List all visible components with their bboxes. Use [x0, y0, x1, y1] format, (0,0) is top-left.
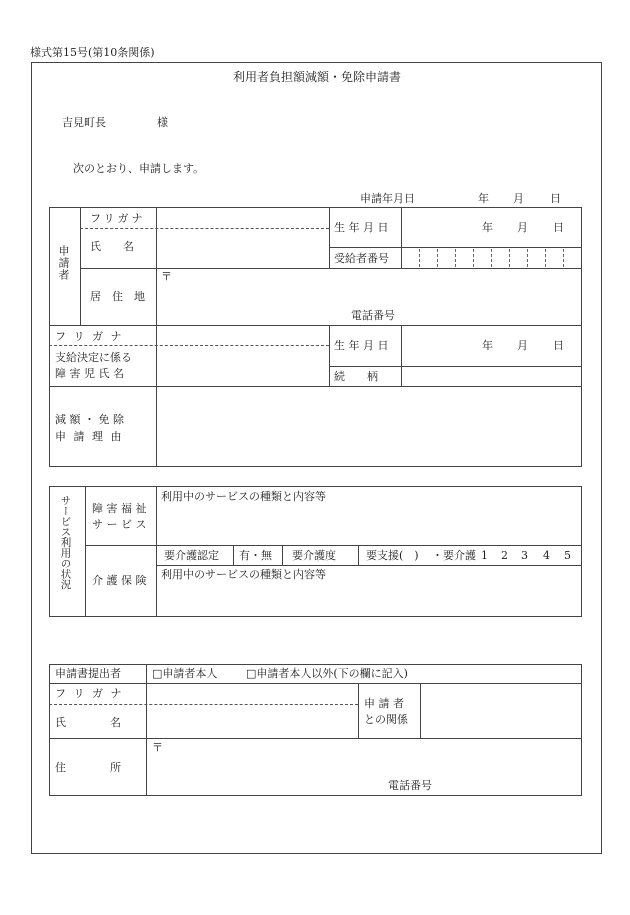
applicant-dob-day: 日	[553, 221, 564, 234]
form-number-label: 様式第15号(第10条関係)	[30, 46, 155, 59]
care-level-1: 1	[481, 549, 488, 562]
child-dob-year: 年	[482, 339, 493, 352]
application-date-day: 日	[550, 192, 561, 205]
submitter-furigana-label: フ リ ガ ナ	[55, 687, 124, 700]
submitter-name-label: 氏 名	[55, 716, 121, 729]
welfare-label-line1: 障 害 福 祉	[92, 502, 147, 515]
recipient-number-label: 受給者番号	[334, 252, 389, 265]
child-name-label-line2: 障 害 児 氏 名	[55, 367, 124, 380]
child-relation-label: 続 柄	[334, 370, 378, 383]
applicant-section-label: 申請者	[57, 245, 70, 281]
applicant-address-label: 居 住 地	[90, 290, 145, 303]
form-title: 利用者負担額減額・免除申請書	[233, 70, 402, 84]
care-need-label: ・要介護	[432, 549, 476, 562]
care-insurance-label: 介 護 保 険	[92, 574, 147, 587]
submitter-option-self[interactable]: □申請者本人	[152, 667, 218, 680]
honorific: 様	[157, 116, 168, 129]
care-service-desc: 利用中のサービスの種類と内容等	[161, 568, 326, 581]
submitter-relation-line2: との関係	[364, 713, 408, 726]
addressee: 吉見町長	[62, 116, 106, 129]
child-furigana-label: フ リ ガ ナ	[55, 330, 124, 343]
applicant-dob-label: 生 年 月 日	[334, 221, 389, 234]
care-level-2: 2	[501, 549, 508, 562]
welfare-label-line2: サ ー ビ ス	[92, 518, 147, 531]
applicant-phone-label: 電話番号	[351, 309, 395, 322]
submitter-label: 申請書提出者	[55, 667, 121, 680]
welfare-service-desc: 利用中のサービスの種類と内容等	[161, 490, 326, 503]
care-level-4: 4	[543, 549, 550, 562]
child-name-label-line1: 支給決定に係る	[55, 351, 132, 364]
care-cert-label: 要介護認定	[164, 549, 219, 562]
care-level-3: 3	[521, 549, 528, 562]
applicant-dob-year: 年	[482, 221, 493, 234]
services-section-label: サービス利用の状況	[59, 495, 72, 590]
submitter-postal-mark: 〒	[152, 741, 163, 754]
reason-label-line1: 減 額 ・ 免 除	[55, 413, 124, 426]
postal-mark: 〒	[161, 270, 172, 283]
applicant-furigana-label: フリガナ	[90, 212, 146, 225]
intro-text: 次のとおり、申請します。	[73, 162, 205, 175]
care-level-5: 5	[564, 549, 571, 562]
submitter-address-label: 住 所	[55, 761, 121, 774]
child-dob-day: 日	[553, 339, 564, 352]
care-support-label: 要支援( )	[366, 549, 419, 562]
care-cert-yesno: 有・無	[239, 549, 272, 562]
reason-label-line2: 申 請 理 由	[55, 430, 124, 443]
application-date-month: 月	[513, 192, 524, 205]
care-level-label: 要介護度	[292, 549, 336, 562]
child-dob-label: 生 年 月 日	[334, 339, 389, 352]
submitter-relation-line1: 申 請 者	[364, 697, 404, 710]
application-date-label: 申請年月日	[360, 192, 415, 205]
child-dob-month: 月	[517, 339, 528, 352]
applicant-dob-month: 月	[517, 221, 528, 234]
applicant-name-label: 氏 名	[90, 240, 134, 253]
submitter-option-other[interactable]: □申請者本人以外(下の欄に記入)	[246, 667, 408, 680]
application-date-year: 年	[478, 192, 489, 205]
submitter-phone-label: 電話番号	[388, 779, 432, 792]
